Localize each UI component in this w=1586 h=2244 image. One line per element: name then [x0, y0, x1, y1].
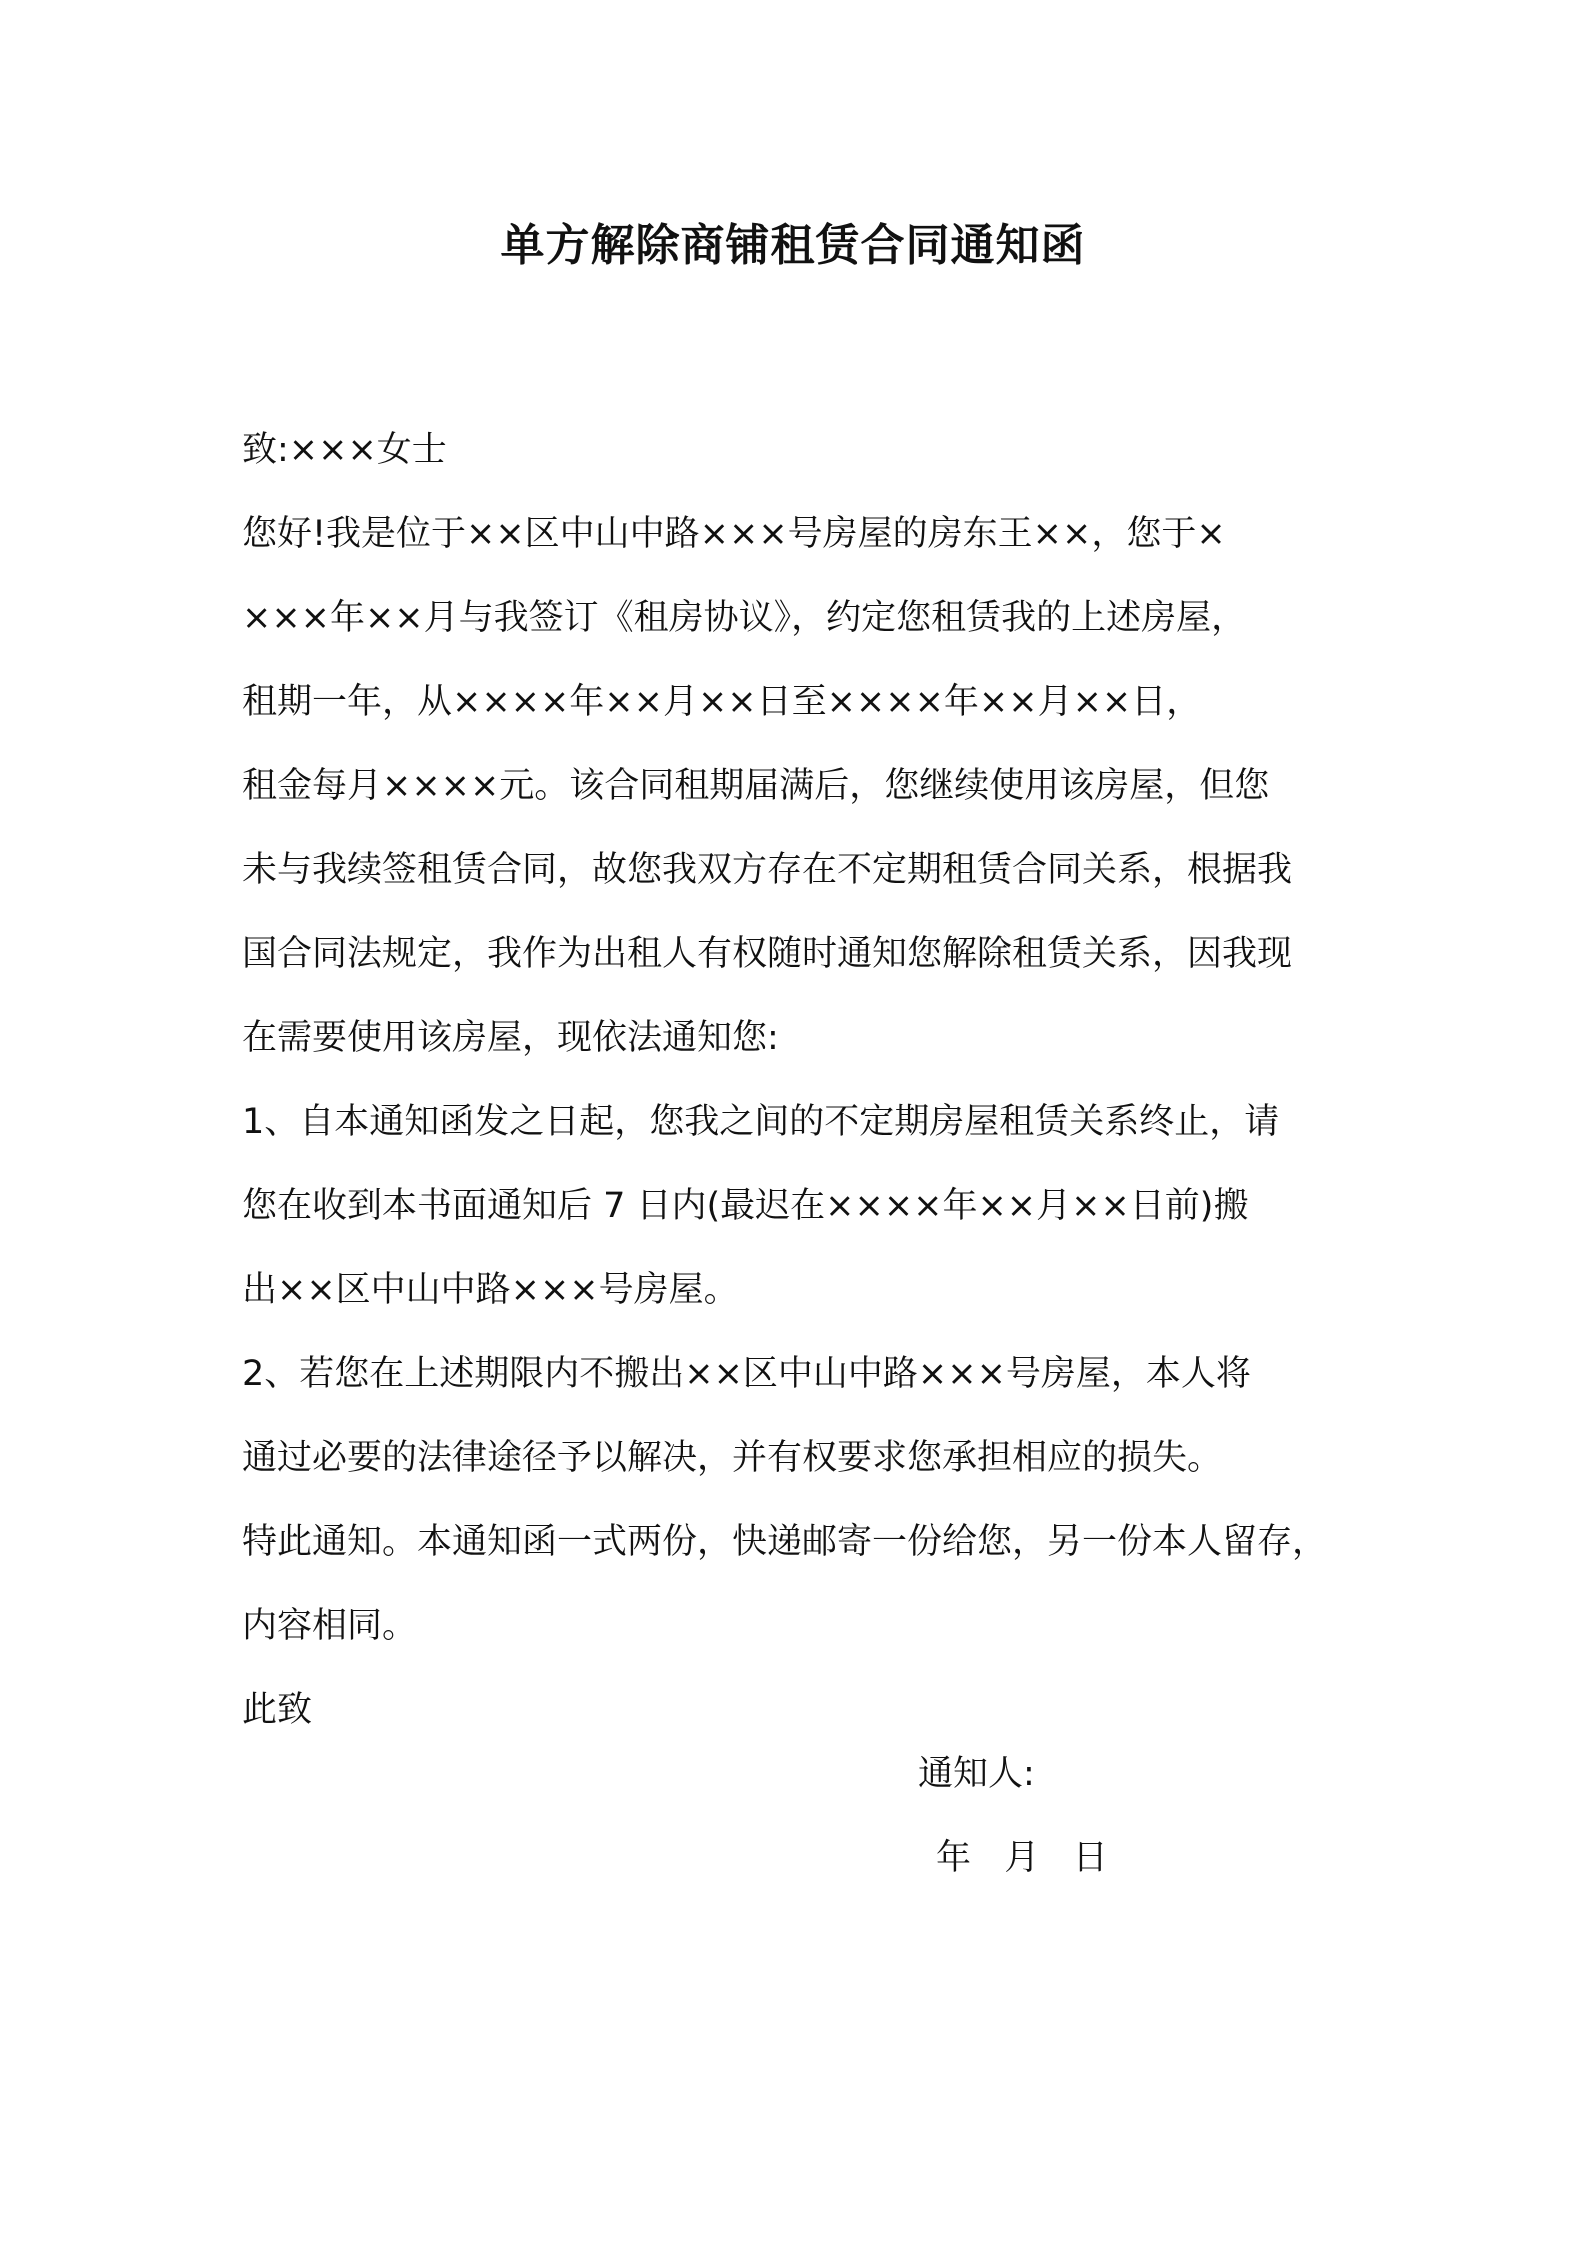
body-line: 国合同法规定，我作为出租人有权随时通知您解除租赁关系，因我现 [242, 934, 1293, 974]
body-line: 在需要使用该房屋，现依法通知您: [242, 1018, 779, 1058]
salutation-line: 致:×××女士 [242, 430, 447, 470]
body-line: 未与我续签租赁合同，故您我双方存在不定期租赁合同关系，根据我 [242, 850, 1293, 890]
letter-body [242, 408, 1354, 1752]
body-line: 租期一年，从××××年××月××日至××××年××月××日， [242, 682, 1202, 722]
clause-2-line: 通过必要的法律途径予以解决，并有权要求您承担相应的损失。 [242, 1438, 1223, 1478]
closing-line: 内容相同。 [242, 1606, 418, 1646]
sign-off-line: 此致 [242, 1690, 313, 1730]
clause-2-line: 2、若您在上述期限内不搬出××区中山中路×××号房屋，本人将 [242, 1354, 1251, 1394]
date-line: 年 月 日 [936, 1838, 1108, 1878]
clause-1-line: 出××区中山中路×××号房屋。 [242, 1270, 739, 1310]
clause-1-line: 您在收到本书面通知后 7 日内(最迟在××××年××月××日前)搬 [242, 1186, 1249, 1226]
body-line: 租金每月××××元。该合同租期届满后，您继续使用该房屋，但您 [242, 766, 1270, 806]
body-line: 您好!我是位于××区中山中路×××号房屋的房东王××，您于× [242, 514, 1226, 554]
body-line: ×××年××月与我签订《租房协议》，约定您租赁我的上述房屋， [242, 598, 1247, 638]
clause-1-line: 1、自本通知函发之日起，您我之间的不定期房屋租赁关系终止，请 [242, 1102, 1280, 1142]
signer-label: 通知人: [918, 1754, 1035, 1794]
document-title: 单方解除商铺租赁合同通知函 [500, 220, 1086, 271]
closing-line: 特此通知。本通知函一式两份，快递邮寄一份给您，另一份本人留存， [242, 1522, 1328, 1562]
